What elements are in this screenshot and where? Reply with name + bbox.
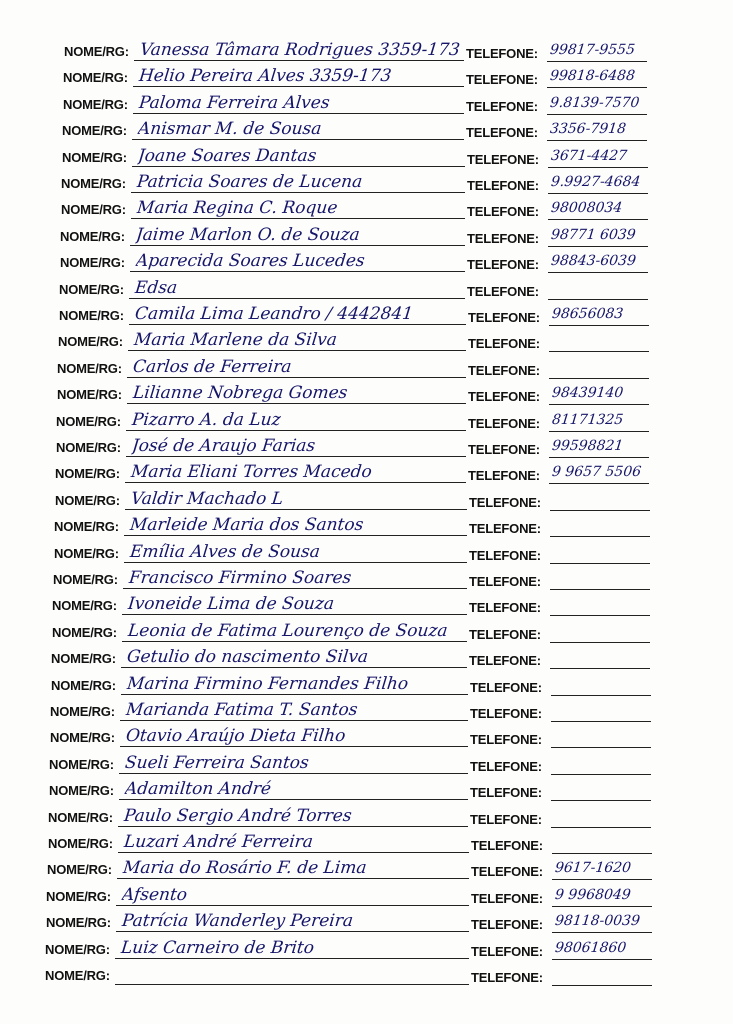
name-underline (117, 878, 469, 879)
phone-underline (548, 272, 648, 273)
phone-underline (547, 87, 647, 88)
phone-label: TELEFONE: (468, 389, 540, 405)
name-label: NOME/RG: (55, 466, 120, 482)
name-label: NOME/RG: (54, 545, 119, 561)
handwritten-name: Adamilton André (123, 779, 273, 800)
handwritten-name: Patrícia Wanderley Pereira (120, 911, 355, 932)
name-underline (131, 218, 465, 219)
phone-underline (550, 510, 650, 511)
name-label: NOME/RG: (52, 624, 117, 640)
handwritten-name: Carlos de Ferreira (131, 356, 293, 377)
phone-label: TELEFONE: (470, 732, 542, 748)
phone-underline (549, 431, 649, 432)
phone-label: TELEFONE: (470, 706, 542, 721)
name-underline (120, 746, 468, 747)
sheet-row (0, 674, 733, 700)
sheet-row (0, 198, 733, 224)
phone-underline (552, 959, 652, 960)
sheet-row (0, 93, 733, 119)
handwritten-phone: 99817-9555 (549, 42, 636, 58)
name-label: NOME/RG: (50, 704, 115, 719)
handwritten-phone: 98008034 (550, 200, 624, 217)
phone-underline (548, 219, 648, 220)
handwritten-name: Camila Lima Leandro / 4442841 (133, 304, 415, 324)
sheet-row (0, 119, 733, 145)
sheet-row (0, 410, 733, 436)
name-underline (121, 667, 467, 668)
handwritten-name: Luzari André Ferreira (122, 832, 314, 852)
handwritten-phone: 9617-1620 (554, 860, 632, 877)
phone-label: TELEFONE: (468, 336, 540, 352)
sheet-row (0, 858, 733, 884)
name-label: NOME/RG: (51, 651, 116, 667)
name-label: NOME/RG: (47, 862, 112, 878)
name-underline (127, 403, 466, 404)
sheet-row (0, 436, 733, 462)
sheet-row (0, 383, 733, 409)
handwritten-phone: 3356-7918 (549, 121, 627, 138)
phone-label: TELEFONE: (470, 811, 542, 827)
sheet-row (0, 568, 733, 594)
phone-label: TELEFONE: (467, 283, 539, 299)
handwritten-name: Otavio Araújo Dieta Filho (124, 726, 347, 747)
sheet-row (0, 66, 733, 92)
phone-label: TELEFONE: (467, 257, 539, 273)
name-label: NOME/RG: (59, 281, 124, 297)
handwritten-name: Sueli Ferreira Santos (123, 752, 310, 773)
handwritten-name: Pizarro A. da Luz (130, 409, 282, 430)
name-underline (116, 931, 469, 932)
name-underline (118, 852, 469, 853)
phone-label: TELEFONE: (469, 626, 541, 642)
handwritten-name: Lilianne Nobrega Gomes (131, 383, 349, 404)
name-label: NOME/RG: (61, 176, 126, 191)
name-label: NOME/RG: (60, 255, 125, 271)
phone-label: TELEFONE: (471, 943, 543, 959)
handwritten-phone: 99598821 (551, 438, 625, 454)
handwritten-name: Vanessa Tâmara Rodrigues 3359-173 (138, 40, 461, 60)
phone-label: TELEFONE: (466, 72, 538, 88)
handwritten-name: Maria Marlene da Silva (132, 330, 338, 351)
handwritten-name: Paulo Sergio André Torres (122, 805, 353, 826)
handwritten-phone: 98061860 (554, 939, 628, 956)
sheet-row (0, 938, 733, 964)
handwritten-phone: 9 9657 5506 (551, 464, 642, 481)
handwritten-phone: 3671-4427 (550, 147, 628, 164)
handwritten-name: Edsa (133, 277, 179, 298)
name-label: NOME/RG: (54, 519, 119, 535)
name-label: NOME/RG: (49, 783, 114, 799)
phone-label: TELEFONE: (469, 653, 541, 669)
phone-label: TELEFONE: (469, 600, 541, 616)
name-label: NOME/RG: (48, 836, 113, 851)
name-label: NOME/RG: (58, 334, 123, 350)
handwritten-phone: 9.8139-7570 (549, 94, 641, 111)
sheet-row (0, 542, 733, 568)
name-label: NOME/RG: (49, 756, 114, 772)
sheet-row (0, 621, 733, 647)
phone-label: TELEFONE: (467, 151, 539, 167)
name-label: NOME/RG: (46, 888, 111, 904)
sheet-row (0, 172, 733, 198)
name-label: NOME/RG: (64, 44, 129, 59)
name-underline (122, 614, 467, 615)
phone-underline (548, 299, 648, 300)
name-underline (119, 799, 468, 800)
phone-label: TELEFONE: (471, 890, 543, 906)
phone-underline (551, 800, 651, 801)
phone-underline (550, 589, 650, 590)
handwritten-name: Luiz Carneiro de Brito (119, 937, 316, 958)
phone-label: TELEFONE: (469, 521, 541, 537)
name-label: NOME/RG: (63, 70, 128, 86)
handwritten-name: Joane Soares Dantas (136, 145, 318, 166)
handwritten-phone: 98118-0039 (554, 913, 641, 930)
phone-underline (551, 721, 651, 722)
phone-underline (552, 879, 652, 880)
handwritten-phone: 9 9968049 (554, 886, 632, 903)
handwritten-name: Marianda Fatima T. Santos (124, 700, 359, 720)
phone-label: TELEFONE: (468, 415, 540, 431)
sheet-row (0, 40, 733, 66)
phone-underline (548, 167, 648, 168)
phone-label: TELEFONE: (469, 574, 541, 589)
handwritten-phone: 99818-6488 (549, 68, 636, 85)
phone-underline (550, 642, 650, 643)
name-label: NOME/RG: (63, 96, 128, 112)
handwritten-phone: 98771 6039 (550, 226, 637, 243)
phone-underline (550, 563, 650, 564)
handwritten-name: Ivoneide Lima de Souza (126, 594, 336, 615)
handwritten-name: José de Araujo Farias (130, 436, 317, 456)
name-label: NOME/RG: (56, 440, 121, 455)
name-label: NOME/RG: (53, 572, 118, 587)
name-underline (130, 271, 465, 272)
phone-label: TELEFONE: (466, 46, 538, 61)
phone-label: TELEFONE: (467, 204, 539, 220)
name-underline (131, 192, 465, 193)
handwritten-name: Marina Firmino Fernandes Filho (125, 673, 410, 694)
phone-underline (549, 404, 649, 405)
handwritten-name: Jaime Marlon O. de Souza (134, 224, 361, 245)
name-underline (115, 984, 469, 985)
phone-underline (549, 483, 649, 484)
handwritten-name: Francisco Firmino Soares (127, 568, 353, 588)
sheet-row (0, 594, 733, 620)
name-underline (120, 720, 468, 721)
name-label: NOME/RG: (59, 308, 124, 323)
name-label: NOME/RG: (46, 915, 111, 931)
name-underline (132, 139, 464, 140)
phone-label: TELEFONE: (471, 864, 543, 880)
phone-underline (547, 114, 647, 115)
phone-underline (547, 140, 647, 141)
handwritten-name: Maria do Rosário F. de Lima (121, 858, 368, 879)
phone-label: TELEFONE: (469, 547, 541, 563)
handwritten-name: Anismar M. de Sousa (136, 119, 323, 140)
handwritten-name: Helio Pereira Alves 3359-173 (137, 66, 393, 87)
phone-underline (552, 932, 652, 933)
handwritten-name: Maria Regina C. Roque (135, 198, 339, 219)
name-label: NOME/RG: (62, 123, 127, 139)
handwritten-phone: 98439140 (551, 385, 625, 402)
name-underline (129, 298, 465, 299)
sheet-row (0, 462, 733, 488)
phone-label: TELEFONE: (470, 785, 542, 801)
sheet-row (0, 225, 733, 251)
phone-label: TELEFONE: (470, 758, 542, 774)
phone-underline (548, 193, 648, 194)
sheet-row (0, 647, 733, 673)
name-label: NOME/RG: (50, 730, 115, 746)
sheet-row (0, 700, 733, 726)
sheet-row (0, 726, 733, 752)
handwritten-name: Getulio do nascimento Silva (125, 647, 370, 668)
handwritten-name: Maria Eliani Torres Macedo (129, 462, 373, 483)
phone-label: TELEFONE: (470, 679, 542, 695)
handwritten-phone: 98656083 (551, 306, 625, 322)
sheet-row (0, 753, 733, 779)
handwritten-name: Emília Alves de Sousa (128, 541, 321, 562)
phone-underline (552, 853, 652, 854)
phone-underline (550, 536, 650, 537)
handwritten-name: Patricia Soares de Lucena (135, 172, 364, 192)
handwritten-phone: 81171325 (551, 411, 625, 428)
phone-label: TELEFONE: (471, 917, 543, 933)
handwritten-name: Aparecida Soares Lucedes (134, 251, 366, 272)
phone-underline (551, 747, 651, 748)
sheet-row (0, 806, 733, 832)
sheet-row (0, 832, 733, 858)
handwritten-name: Afsento (120, 884, 189, 905)
handwritten-name: Leonia de Fatima Lourenço de Souza (126, 620, 449, 641)
name-label: NOME/RG: (55, 492, 120, 508)
phone-label: TELEFONE: (468, 362, 540, 378)
sheet-row (0, 146, 733, 172)
name-underline (126, 456, 466, 457)
phone-label: TELEFONE: (471, 838, 543, 853)
name-label: NOME/RG: (57, 387, 122, 403)
sheet-row (0, 330, 733, 356)
sheet-row (0, 885, 733, 911)
name-label: NOME/RG: (61, 202, 126, 218)
name-label: NOME/RG: (51, 677, 116, 693)
phone-underline (552, 985, 652, 986)
sheet-row (0, 357, 733, 383)
handwritten-name: Valdir Machado L (129, 488, 285, 509)
sheet-row (0, 911, 733, 937)
phone-label: TELEFONE: (471, 970, 543, 985)
phone-underline (547, 61, 647, 62)
name-label: NOME/RG: (56, 413, 121, 429)
name-label: NOME/RG: (62, 149, 127, 165)
sheet-row (0, 278, 733, 304)
name-label: NOME/RG: (45, 941, 110, 957)
name-underline (134, 60, 464, 61)
sheet-row (0, 779, 733, 805)
phone-label: TELEFONE: (467, 178, 539, 193)
sheet-row (0, 515, 733, 541)
name-label: NOME/RG: (45, 968, 110, 983)
name-underline (128, 350, 466, 351)
name-label: NOME/RG: (57, 360, 122, 376)
handwritten-phone: 98843-6039 (550, 253, 637, 270)
phone-underline (550, 668, 650, 669)
name-underline (133, 86, 464, 87)
name-underline (125, 482, 466, 483)
phone-underline (551, 774, 651, 775)
phone-underline (549, 325, 649, 326)
phone-label: TELEFONE: (466, 125, 538, 141)
phone-underline (549, 351, 649, 352)
phone-label: TELEFONE: (468, 310, 540, 325)
phone-underline (552, 906, 652, 907)
name-underline (123, 588, 467, 589)
phone-underline (549, 457, 649, 458)
handwritten-name: Paloma Ferreira Alves (137, 92, 331, 113)
handwritten-name: Marleide Maria dos Santos (128, 515, 365, 536)
phone-underline (551, 695, 651, 696)
name-underline (129, 324, 466, 325)
phone-underline (550, 615, 650, 616)
phone-label: TELEFONE: (469, 494, 541, 510)
handwritten-phone: 9.9927-4684 (550, 174, 642, 190)
sheet-row (0, 964, 733, 990)
phone-underline (551, 827, 651, 828)
phone-label: TELEFONE: (468, 468, 540, 484)
phone-label: TELEFONE: (467, 230, 539, 246)
phone-underline (548, 246, 648, 247)
name-label: NOME/RG: (60, 228, 125, 244)
phone-label: TELEFONE: (468, 442, 540, 457)
sheet-row (0, 304, 733, 330)
name-label: NOME/RG: (48, 809, 113, 825)
name-underline (124, 535, 467, 536)
phone-underline (549, 378, 649, 379)
name-label: NOME/RG: (52, 598, 117, 614)
phone-label: TELEFONE: (466, 98, 538, 114)
sheet-row (0, 251, 733, 277)
sheet-row (0, 489, 733, 515)
